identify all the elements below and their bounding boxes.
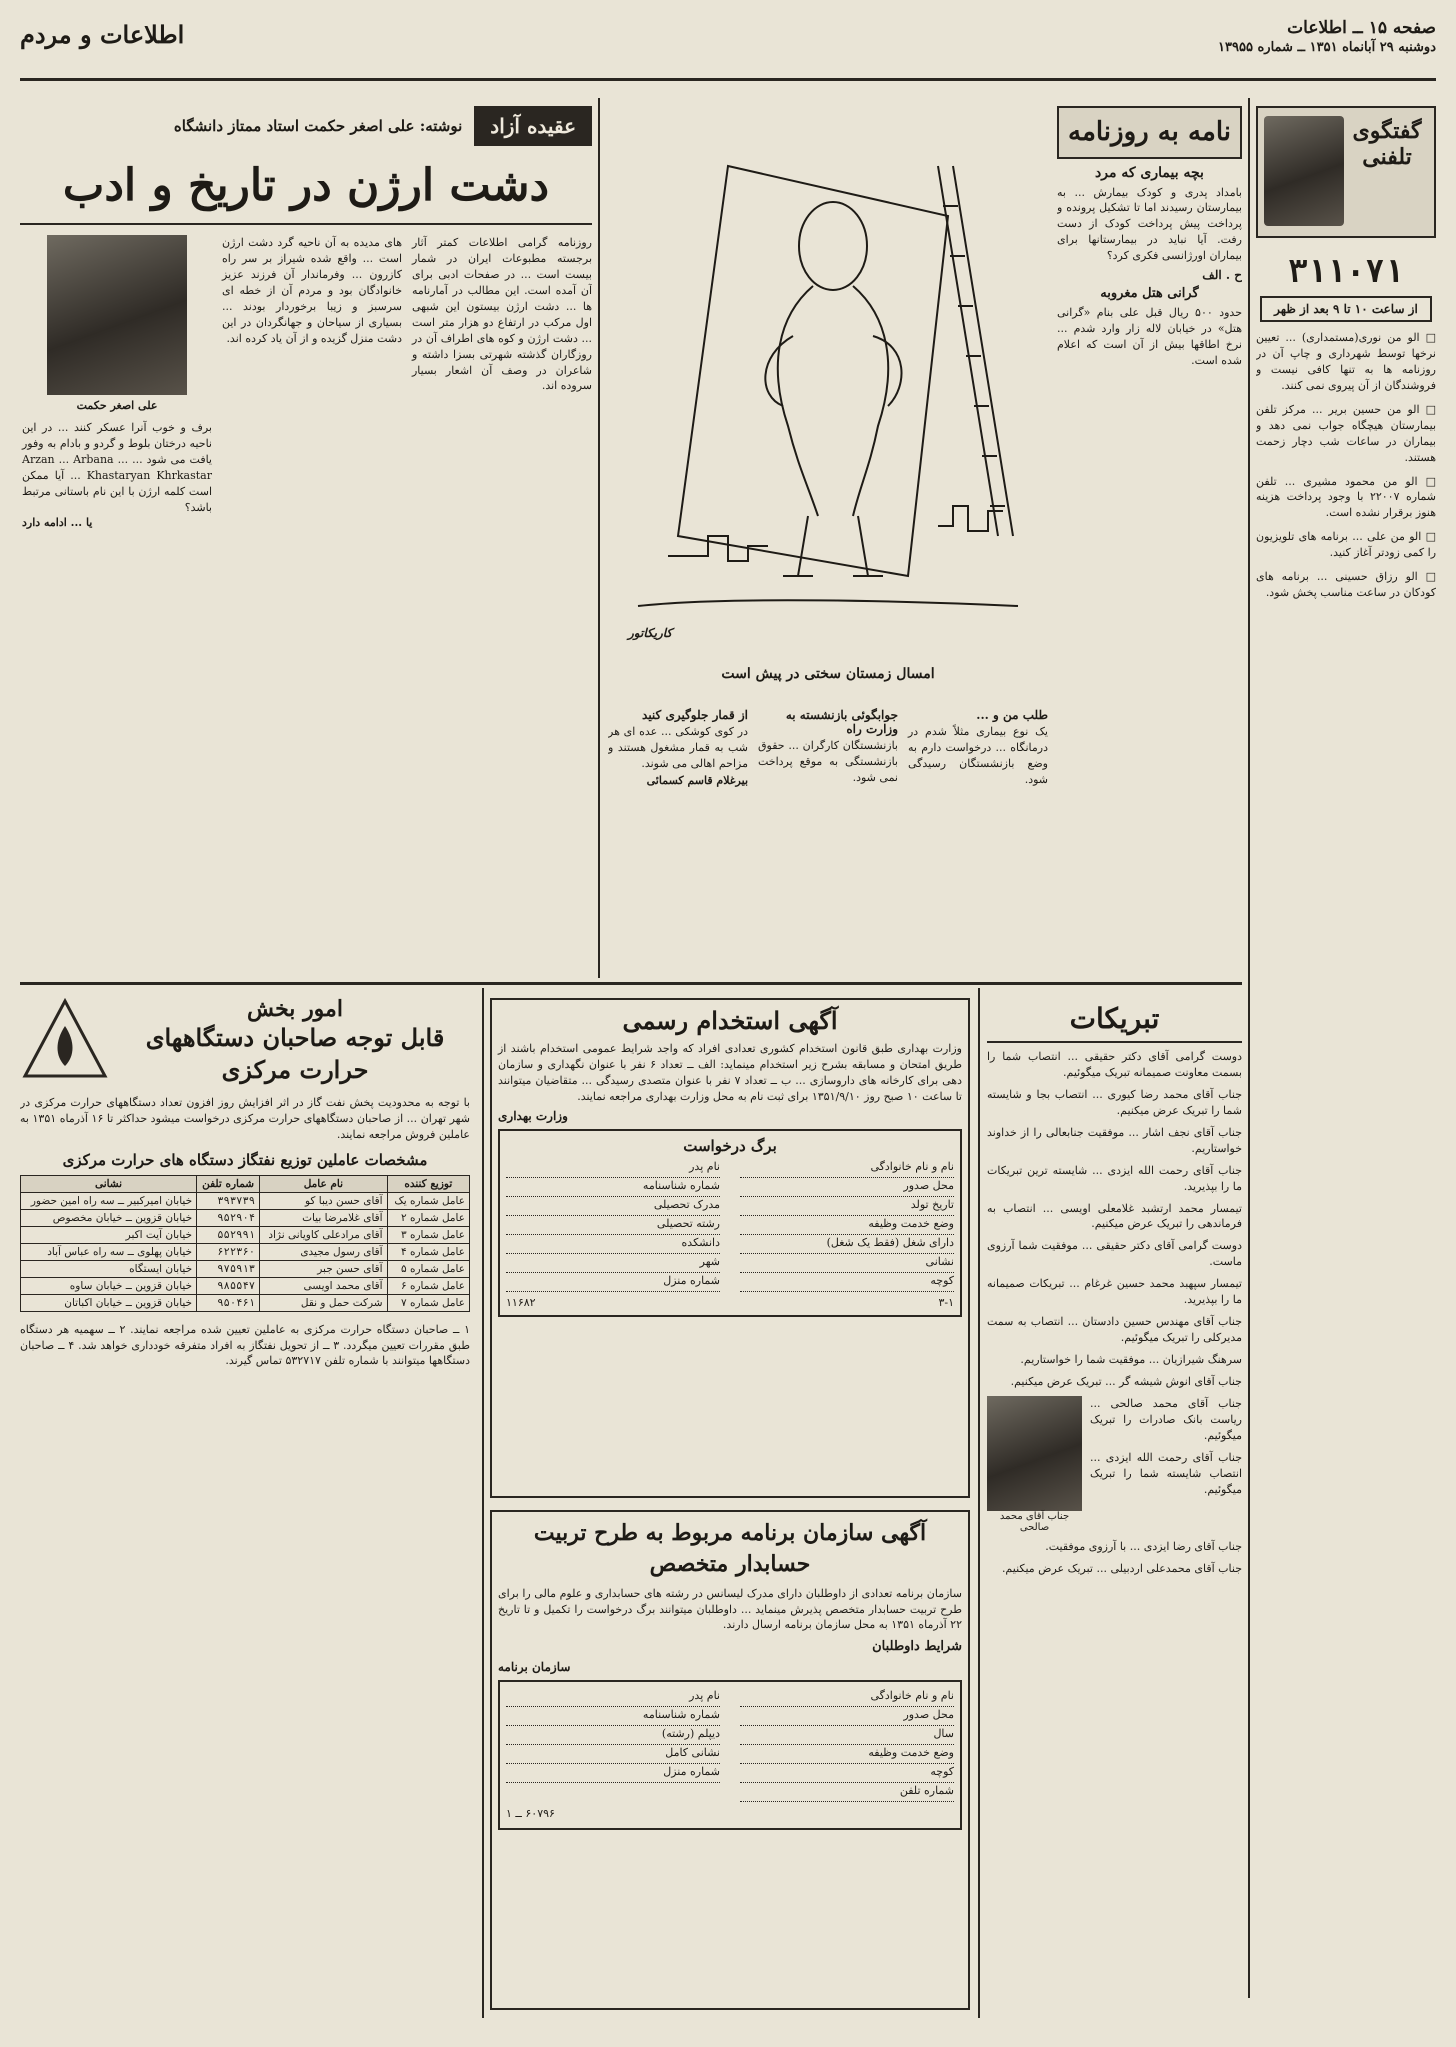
masthead-rule	[20, 78, 1436, 81]
table-cell: ۹۷۵۹۱۳	[197, 1260, 260, 1277]
calendar-sheet	[678, 166, 948, 576]
phone-column-rule	[1248, 98, 1250, 1998]
table-cell: خیابان قزوین ــ خیابان مخصوص	[21, 1209, 197, 1226]
opinion-kicker: عقیده آزاد	[474, 106, 592, 146]
congrats-item: جناب آقای انوش شیشه گر ... تبریک عرض میکنیم.	[1010, 1374, 1242, 1388]
congrats-item: جناب آقای رحمت الله ایزدی ... انتصاب شایسته شما را تبریک میگوئیم.	[1090, 1450, 1242, 1496]
cartoon-rule	[598, 98, 600, 978]
author-photo-caption: علی اصغر حکمت	[76, 399, 158, 412]
city-skyline	[668, 506, 1003, 561]
congrats-item: جناب آقای محمد رضا کیوری ... انتصاب بجا و شایسته شما را تبریک عرض میکنیم.	[987, 1087, 1242, 1117]
form-field[interactable]: دارای شغل (فقط یک شغل)	[740, 1235, 954, 1254]
table-cell: آقای حسن دیبا کو	[260, 1192, 387, 1209]
opinion-sig: یا ... ادامه دارد	[22, 515, 93, 529]
phone-item: □ الو من نوری(مستمداری) ... تعیین نرخها توسط شهرداری و چاپ آن در روزنامه ها به تنها کافی نیست و فروشندگان از آن پیروی نمی کنند.	[1256, 331, 1436, 392]
phone-item: □ الو من علی ... برنامه های تلویزیون را کمی زودتر آغاز کنید.	[1256, 530, 1436, 560]
congrats-item: سرهنگ شیرازیان ... موفقیت شما را خواستاریم.	[1020, 1353, 1242, 1366]
form-field[interactable]: تاریخ تولد	[740, 1197, 954, 1216]
table-cell: خیابان آیت اکبر	[21, 1226, 197, 1243]
table-cell: عامل شماره ۲	[387, 1209, 469, 1226]
table-cell: خیابان پهلوی ــ سه راه عباس آباد	[21, 1243, 197, 1260]
cartoon	[608, 106, 1048, 696]
form-field[interactable]: محل صدور	[740, 1707, 954, 1726]
letter-body5: در کوی کوشکی ... عده ای هر شب به قمار مشغول هستند و مزاحم اهالی می شوند.	[608, 725, 748, 770]
date-line: دوشنبه ۲۹ آبانماه ۱۳۵۱ ــ شماره ۱۳۹۵۵	[1218, 40, 1436, 55]
phone-number: ۳۱۱۰۷۱	[1288, 252, 1404, 290]
opinion-col3: برف و خوب آنرا عسکر کنند ... در این ناحیه درختان بلوط و گردو و بادام به وفور یافت می شود ... Arzan ... Arbana ... Khastaryan Khrkastar ... آیا ممکن است کلمه ارژن با این نام باستانی مرتبط باشد؟	[22, 421, 212, 514]
page-label: صفحه ۱۵ ــ اطلاعات	[1287, 18, 1436, 38]
cartoon-caption: امسال زمستان سختی در پیش است	[721, 666, 935, 682]
table-cell: خیابان امیرکبیر ــ سه راه امین حضور	[21, 1192, 197, 1209]
accounting-body: سازمان برنامه تعدادی از داوطلبان دارای مدرک لیسانس در رشته های حسابداری و علوم مالی را برای طرح تربیت حسابدار متخصص پذیرش مینماید ... داوطلبان میتوانند برگ درخواست را تکمیل و تا تاریخ ۲۲ آذرماه ۱۳۵۱ به محل سازمان برنامه ارسال دارند.	[498, 1586, 962, 1632]
table-cell: ۵۵۲۹۹۱	[197, 1226, 260, 1243]
table-cell: آقای حسن جبر	[260, 1260, 387, 1277]
congrats-item: جناب آقای مهندس حسین دادستان ... انتصاب به سمت مدیرکلی را تبریک میگوئیم.	[987, 1315, 1242, 1345]
table-cell: آقای مرادعلی کاویانی نژاد	[260, 1226, 387, 1243]
form-field[interactable]: شماره شناسنامه	[506, 1178, 720, 1197]
section-title: اطلاعات و مردم	[20, 20, 185, 49]
table-row	[21, 1243, 470, 1260]
newspaper-page	[20, 18, 1436, 2028]
phone-item: □ الو من حسین بریر ... مرکز تلفن بیمارستان هیچگاه جواب نمی دهد و بیماران در ساعات شب دچار زحمت هستند.	[1256, 402, 1436, 464]
heating-notes: ۱ ــ صاحبان دستگاه حرارت مرکزی به عاملین تعیین شده مراجعه نمایند. ۲ ــ سهمیه هر دستگاه طبق مقررات تعیین میگردد. ۳ ــ از تحویل نفتگاز به افراد متفرقه خودداری خواهد شد. ۴ ــ صاحبان دستگاهها میتوانند با شماره تلفن ۵۳۲۷۱۷ تماس گیرند.	[20, 1322, 470, 1368]
accounting-signature: سازمان برنامه	[498, 1660, 571, 1675]
congrats-item: جناب آقای رحمت الله ایزدی ... شایسته ترین تبریکات ما را بپذیرید.	[987, 1163, 1242, 1193]
table-cell: عامل شماره ۵	[387, 1260, 469, 1277]
table-row	[21, 1226, 470, 1243]
form-field[interactable]: نام پدر	[506, 1688, 720, 1707]
employment-form	[498, 1129, 962, 1317]
opinion-col1: روزنامه گرامی اطلاعات کمتر آثار برجسته مطبوعات ایران در شمار بیست است ... در صفحات ادبی برای آن آمده است. این مطالب در آمارنامه ها ... دشت ارژن بیستون این شبهی اول مرکب در ارتفاع دو هزار متر است ... دشت ارژن و کوه های اطراف آن در روزگاران گذشته شهرتی بسزا داشته و شاعران در وصف آن اشعار بسیار سروده اند.	[412, 236, 592, 393]
form-field[interactable]: شماره منزل	[506, 1764, 720, 1783]
congrats-item: تیمسار محمد ارتشبد غلامعلی اویسی ... انتصاب به فرماندهی را تبریک عرض میکنیم.	[987, 1201, 1242, 1231]
form-field[interactable]: سال	[740, 1726, 954, 1745]
letters-lower	[608, 708, 1048, 973]
table-header: نشانی	[21, 1175, 197, 1192]
table-cell: ۹۵۰۴۶۱	[197, 1294, 260, 1311]
form-field[interactable]: شماره تلفن	[740, 1783, 954, 1802]
heating-title-small: امور بخش	[247, 996, 343, 1022]
congrats-photo	[987, 1396, 1082, 1511]
heating-body: با توجه به محدودیت پخش نفت گاز در اثر افزایش روز افزون تعداد دستگاههای حرارت مرکزی در شهر تهران ... از صاحبان دستگاههای حرارت مرکزی درخواست میشود حداکثر تا ۱۶ آذرماه ۱۳۵۱ به عاملین فروش مراجعه نمایند.	[20, 1095, 470, 1141]
congrats-items	[987, 1049, 1242, 1390]
table-row	[21, 1260, 470, 1277]
letter-subtitle: بچه بیماری که مرد	[1095, 164, 1204, 181]
table-cell: عامل شماره ۷	[387, 1294, 469, 1311]
congrats-column	[987, 996, 1242, 2006]
form-field[interactable]: شماره شناسنامه	[506, 1707, 720, 1726]
employment-signature: وزارت بهداری	[498, 1108, 568, 1123]
table-cell: شرکت حمل و نقل	[260, 1294, 387, 1311]
masthead-right	[1116, 18, 1436, 55]
table-cell: خیابان ایستگاه	[21, 1260, 197, 1277]
letter-column	[1057, 106, 1242, 976]
phone-column	[1256, 106, 1436, 1966]
table-cell: خیابان قزوین ــ خیابان اکباتان	[21, 1294, 197, 1311]
letter-sub2: گرانی هتل مغروبه	[1100, 286, 1199, 302]
form-field[interactable]: مدرک تحصیلی	[506, 1197, 720, 1216]
form-field[interactable]: کوچه	[740, 1273, 954, 1292]
table-row	[21, 1277, 470, 1294]
headline-rule	[20, 223, 592, 225]
letter-body: بامداد پدری و کودک بیمارش ... به بیمارستان رسیدند اما تا تشکیل پرونده و پرداخت پیش پرداخت کودک از دست رفت. آیا نباید در بیمارستانها برای بیماران اورژانسی فکری کرد؟	[1057, 185, 1242, 263]
form-field[interactable]: وضع خدمت وظیفه	[740, 1745, 954, 1764]
giant-head	[799, 202, 867, 290]
letter-body4: بازنشستگان کارگران ... حقوق بازنشستگی به موقع پرداخت نمی شود.	[758, 739, 898, 784]
form-field[interactable]: نام و نام خانوادگی	[740, 1159, 954, 1178]
ladder	[938, 166, 1013, 536]
table-header: شماره تلفن	[197, 1175, 260, 1192]
letter-signature5: بیرغلام قاسم کسمائی	[646, 773, 748, 787]
table-row	[21, 1192, 470, 1209]
form-code-left: ۱۱۶۸۲	[506, 1295, 536, 1309]
table-cell: آقای رسول مجیدی	[260, 1243, 387, 1260]
accounting-ad	[490, 1510, 970, 2010]
flame-logo-icon	[20, 996, 110, 1086]
phone-hours: از ساعت ۱۰ تا ۹ بعد از ظهر	[1260, 296, 1432, 322]
letter-title: نامه به روزنامه	[1057, 106, 1242, 159]
congrats-title: تبریکات	[987, 996, 1242, 1043]
form-field[interactable]: دانشکده	[506, 1235, 720, 1254]
heating-title: قابل توجه صاحبان دستگاههای حرارت مرکزی	[145, 1023, 445, 1085]
giant-legs	[783, 516, 883, 576]
employment-body: وزارت بهداری طبق قانون استخدام کشوری تعدادی افراد که واجد شرایط عمومی استخدام باشند از طریق امتحان و مسابقه بشرح زیر استخدام مینماید: الف ــ تعداد ۶ نفر با عنوان نگهداری و سازمان دهی برای کارخانه های داروسازی ... ب ــ تعداد ۷ نفر با عنوان متصدی رسیدگی ... متقاضیان میتوانند تا ساعت ۱۰ صبح روز ۱۳۵۱/۹/۱۰ برای ثبت نام به محل وزارت بهداری مراجعه نمایند.	[498, 1042, 962, 1103]
congrats-item: دوست گرامی آقای دکتر حقیقی ... انتصاب شما را بسمت معاونت صمیمانه تبریک میگوئیم.	[987, 1050, 1242, 1079]
giant-arms	[765, 336, 901, 406]
table-header: توزیع کننده	[387, 1175, 469, 1192]
author-photo	[47, 235, 187, 395]
congrats-photo-caption: جناب آقای محمد صالحی	[999, 1510, 1070, 1533]
phone-item: □ الو من محمود مشیری ... تلفن شماره ۲۲۰۰۷ با وجود پرداخت هزینه هنوز برقرار نشده است.	[1256, 474, 1436, 520]
congrats-item: جناب آقای نجف اشار ... موفقیت جنابعالی را از خداوند خواستاریم.	[987, 1125, 1242, 1155]
phone-items	[1256, 330, 1436, 601]
accounting-form-code: ۶۰۷۹۶ ــ ۱	[506, 1807, 555, 1821]
opinion-headline: دشت ارژن در تاریخ و ادب	[62, 160, 550, 211]
heating-table	[20, 1175, 470, 1312]
cartoon-drawing	[608, 106, 1048, 666]
form-field[interactable]: نشانی	[740, 1254, 954, 1273]
congrats-item: جناب آقای رضا ایزدی ... با آرزوی موفقیت.	[1045, 1539, 1242, 1553]
letter-body2: حدود ۵۰۰ ریال قبل علی بنام «گرانی هتل» در خیابان لاله زار وارد شدم ... نرخ اطاقها بیش از آن است که اعلام شده است.	[1057, 306, 1242, 367]
ads-rule	[482, 988, 484, 2018]
table-cell: عامل شماره یک	[387, 1192, 469, 1209]
accounting-conditions-title: شرایط داوطلبان	[872, 1639, 962, 1655]
employment-ad	[490, 998, 970, 1498]
form-field[interactable]: محل صدور	[740, 1178, 954, 1197]
letter-sub4: جوابگوئی بازنشسته به وزارت راه	[785, 708, 898, 736]
form-field[interactable]: شماره منزل	[506, 1273, 720, 1292]
accounting-title: آگهی سازمان برنامه مربوط به طرح تربیت حسابدار متخصص	[533, 1520, 927, 1577]
form-field[interactable]: دیپلم (رشته)	[506, 1726, 720, 1745]
letter-body3: یک نوع بیماری مثلاً شدم در درمانگاه ... درخواست دارم به وضع بازنشستگان رسیدگی شود.	[908, 725, 1048, 786]
form-field[interactable]: نام پدر	[506, 1159, 720, 1178]
accounting-form	[498, 1680, 962, 1830]
letter-sub3: طلب من و ...	[976, 708, 1048, 722]
congrats-item: جناب آقای محمد صالحی ... ریاست بانک صادرات را تبریک میگوئیم.	[1090, 1396, 1242, 1442]
table-cell: عامل شماره ۳	[387, 1226, 469, 1243]
congrats-rule	[978, 988, 980, 2018]
table-cell: ۹۸۵۵۴۷	[197, 1277, 260, 1294]
table-cell: ۳۹۳۷۳۹	[197, 1192, 260, 1209]
table-header: نام عامل	[260, 1175, 387, 1192]
phone-header	[1256, 106, 1436, 238]
table-cell: ۹۵۲۹۰۴	[197, 1209, 260, 1226]
form-field[interactable]: رشته تحصیلی	[506, 1216, 720, 1235]
table-cell: عامل شماره ۴	[387, 1243, 469, 1260]
form-field[interactable]: شهر	[506, 1254, 720, 1273]
upper-lower-rule	[20, 982, 1242, 985]
letter-signature: ح . الف	[1202, 268, 1242, 283]
opinion-byline: نوشته: علی اصغر حکمت استاد ممتاز دانشگاه	[173, 117, 463, 135]
table-cell: آقای محمد اویسی	[260, 1277, 387, 1294]
phone-caller-illustration	[1264, 116, 1344, 226]
congrats-item: دوست گرامی آقای دکتر حقیقی ... موفقیت شما آرزوی ماست.	[987, 1239, 1242, 1269]
form-field[interactable]: وضع خدمت وظیفه	[740, 1216, 954, 1235]
opinion-col2: های مدیده به آن ناحیه گرد دشت ارژن است ... واقع شده شیراز بر سر راه کازرون ... وفرماندار آن فرزند عزیز خانوادگان بود و مردم آن از خطه ای سرسبز و زیبا برخوردار بودند ... بسیاری از سیاحان و جهانگردان در این دشت منزل گزیده و از آن یاد کرده اند.	[222, 236, 402, 345]
form-field[interactable]: نشانی کامل	[506, 1745, 720, 1764]
table-cell: خیابان قزوین ــ خیابان ساوه	[21, 1277, 197, 1294]
heating-table-title: مشخصات عاملین توزیع نفتگاز دستگاه های حرارت مرکزی	[62, 1150, 428, 1169]
table-cell: عامل شماره ۶	[387, 1277, 469, 1294]
table-row	[21, 1209, 470, 1226]
form-code: ۳-۱	[938, 1295, 954, 1309]
ground-line	[638, 600, 1018, 606]
congrats-item: تیمسار سپهبد محمد حسین غرغام ... تبریکات صمیمانه ما را بپذیرید.	[987, 1277, 1242, 1307]
phone-title: گفتگوی تلفنی	[1352, 118, 1422, 171]
form-field[interactable]: کوچه	[740, 1764, 954, 1783]
cartoon-signature: کاریکاتور	[628, 626, 673, 640]
phone-item: □ الو رزاق حسینی ... برنامه های کودکان در ساعت مناسب پخش شود.	[1256, 570, 1436, 600]
table-cell: ۶۲۲۳۶۰	[197, 1243, 260, 1260]
opinion-article	[20, 106, 592, 976]
employment-title: آگهی استخدام رسمی	[622, 1006, 838, 1035]
giant-body	[778, 286, 888, 516]
letter-sub5: از قمار جلوگیری کنید	[642, 708, 748, 722]
table-row	[21, 1294, 470, 1311]
employment-form-title: برگ درخواست	[683, 1136, 777, 1155]
form-field[interactable]: نام و نام خانوادگی	[740, 1688, 954, 1707]
heating-notice	[20, 996, 470, 2006]
congrats-item: جناب آقای محمدعلی اردبیلی ... تبریک عرض میکنیم.	[1001, 1561, 1242, 1575]
table-cell: آقای غلامرضا بیات	[260, 1209, 387, 1226]
